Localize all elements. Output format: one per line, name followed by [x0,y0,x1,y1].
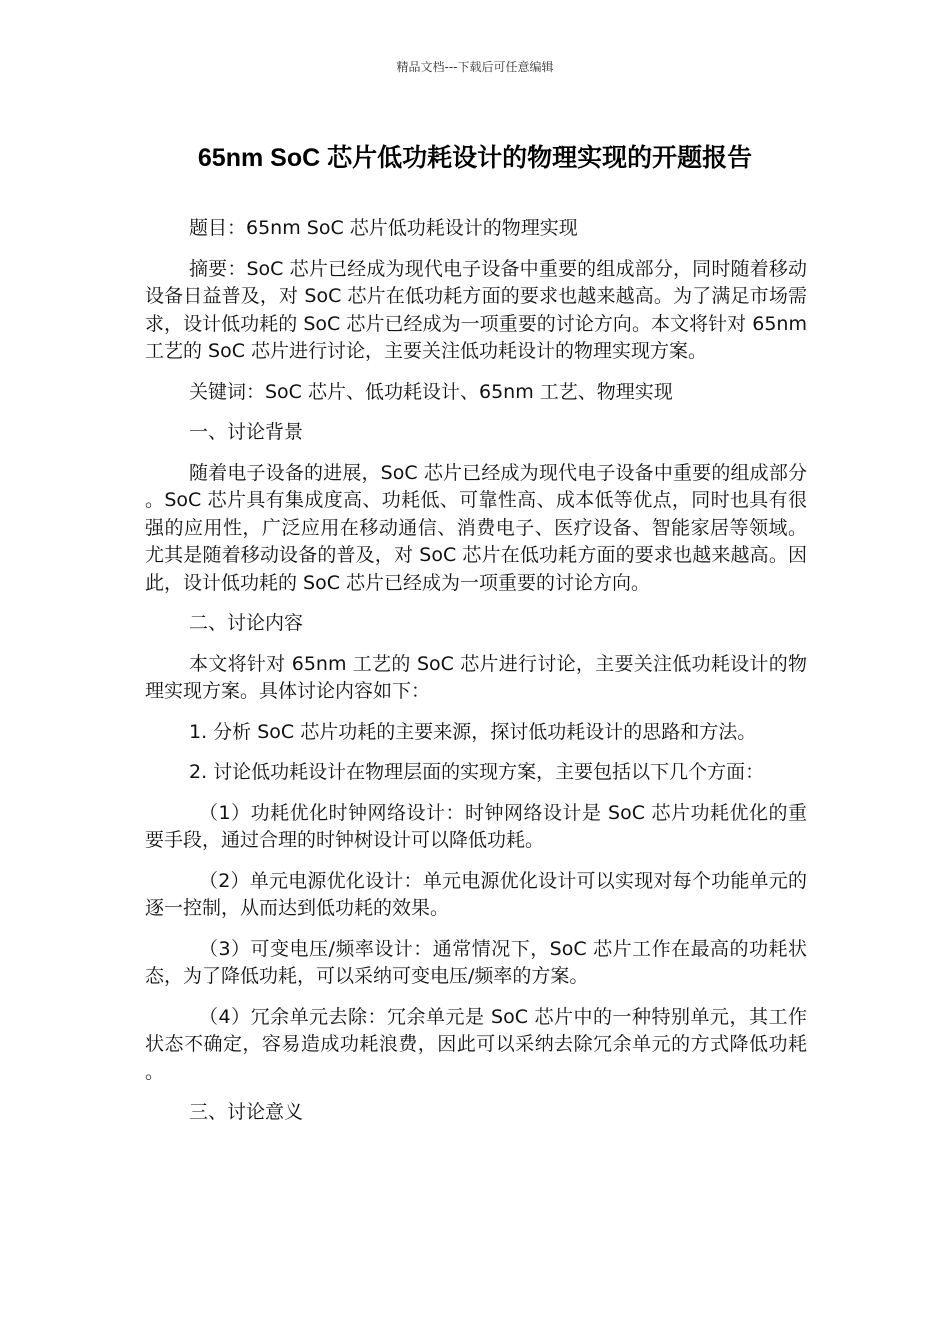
content-subitem-4: （4）冗余单元去除：冗余单元是 SoC 芯片中的一种特别单元，其工作状态不确定，容易造成功耗浪费，因此可以采纳去除冗余单元的方式降低功耗。 [145,1005,807,1083]
content-item-1: 1. 分析 SoC 芯片功耗的主要来源，探讨低功耗设计的思路和方法。 [189,720,757,743]
section-heading-background: 一、讨论背景 [189,421,304,443]
content-intro-paragraph: 本文将针对 65nm 工艺的 SoC 芯片进行讨论，主要关注低功耗设计的物理实现方案。具体讨论内容如下： [145,652,807,702]
header-note: 精品文档---下载后可任意编辑 [396,60,554,74]
content-subitem-2: （2）单元电源优化设计：单元电源优化设计可以实现对每个功能单元的逐一控制，从而达到低功耗的效果。 [145,869,807,919]
content-subitem-1: （1）功耗优化时钟网络设计：时钟网络设计是 SoC 芯片功耗优化的重要手段，通过合理的时钟树设计可以降低功耗。 [145,801,807,851]
topic-paragraph: 题目：65nm SoC 芯片低功耗设计的物理实现 [189,217,578,239]
section-heading-significance: 三、讨论意义 [189,1101,304,1123]
section-heading-content: 二、讨论内容 [189,612,304,634]
content-item-2: 2. 讨论低功耗设计在物理层面的实现方案，主要包括以下几个方面： [189,761,765,783]
background-paragraph: 随着电子设备的进展，SoC 芯片已经成为现代电子设备中重要的组成部分。SoC 芯片具有集成度高、功耗低、可靠性高、成本低等优点，同时也具有很强的应用性，广泛应用在移动通信、消费电子、医疗设备、智能家居等领域。尤其是随着移动设备的普及，对 SoC 芯片在低功耗方面的要求也越来越高。因此，设计低功耗的 SoC 芯片已经成为一项重要的讨论方向。 [145,461,807,594]
document-body [145,215,807,1140]
document-title: 65nm SoC 芯片低功耗设计的物理实现的开题报告 [197,144,753,172]
abstract-paragraph: 摘要：SoC 芯片已经成为现代电子设备中重要的组成部分，同时随着移动设备日益普及，对 SoC 芯片在低功耗方面的要求也越来越高。为了满足市场需求，设计低功耗的 SoC 芯片已经成为一项重要的讨论方向。本文将针对 65nm 工艺的 SoC 芯片进行讨论，主要关注低功耗设计的物理实现方案。 [145,257,807,362]
content-subitem-3: （3）可变电压/频率设计：通常情况下，SoC 芯片工作在最高的功耗状态，为了降低功耗，可以采纳可变电压/频率的方案。 [145,937,807,987]
keywords-paragraph: 关键词：SoC 芯片、低功耗设计、65nm 工艺、物理实现 [189,380,673,403]
